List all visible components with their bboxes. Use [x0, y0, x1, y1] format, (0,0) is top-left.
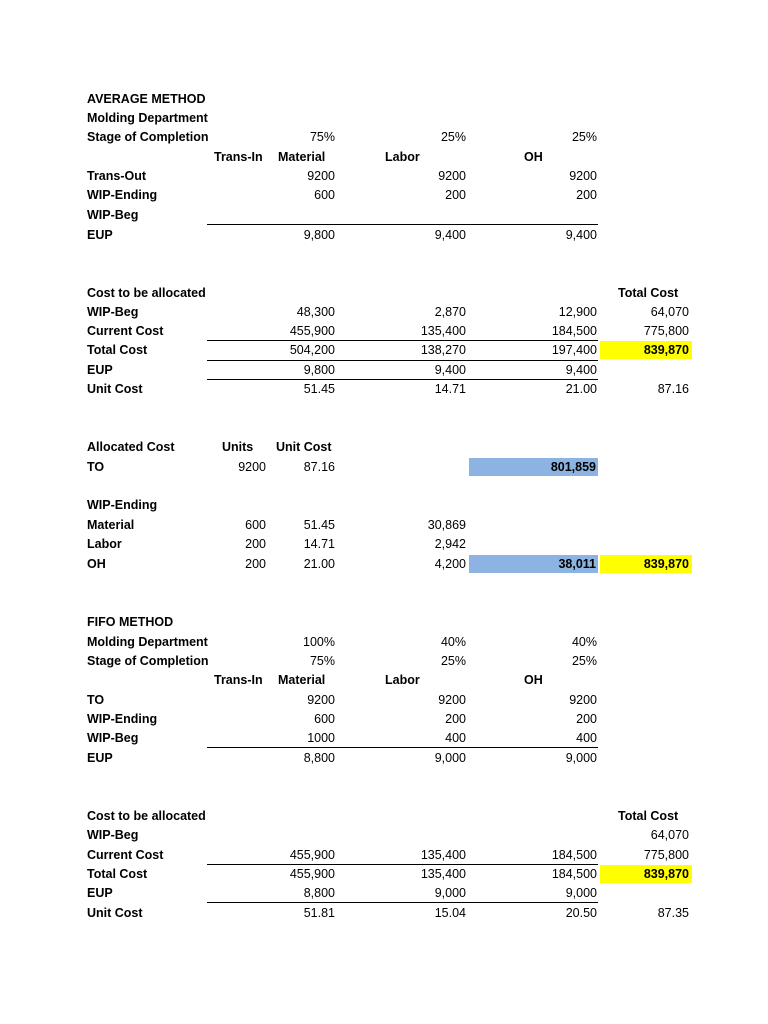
avg-cost-total-material: 504,200 — [289, 343, 335, 357]
fifo-wip-ending-material: 600 — [314, 712, 335, 726]
avg-stage-label: Stage of Completion — [87, 130, 209, 144]
alloc-oh-unit-cost: 21.00 — [303, 557, 335, 571]
fifo-cost-wip-beg-row — [0, 826, 768, 844]
fifo-to-material: 9200 — [307, 693, 335, 707]
fifo-eup-material: 8,800 — [303, 751, 335, 765]
fifo-stage-oh: 25% — [571, 654, 597, 668]
fifo-stage-row — [0, 652, 768, 670]
avg-header-labor: Labor — [385, 150, 420, 164]
avg-cost-wip-beg-row — [0, 303, 768, 321]
avg-eup-label: EUP — [87, 228, 113, 242]
avg-cost-current-label: Current Cost — [87, 324, 164, 338]
avg-wip-beg-row — [0, 206, 768, 224]
fifo-cost-grand-total: 839,870 — [600, 865, 692, 883]
fifo-eup-oh: 9,000 — [565, 751, 597, 765]
fifo-cost-total-header: Total Cost — [618, 809, 679, 823]
avg-stage-oh: 25% — [571, 130, 597, 144]
alloc-labor-label: Labor — [87, 537, 122, 551]
fifo-header-row — [0, 671, 768, 689]
fifo-cost-current-label: Current Cost — [87, 848, 164, 862]
avg-cost-eup-oh: 9,400 — [565, 363, 597, 377]
fifo-eup-row — [0, 749, 768, 767]
avg-stage-material: 75% — [309, 130, 335, 144]
alloc-to-label: TO — [87, 460, 105, 474]
avg-cost-grand-total: 839,870 — [600, 341, 692, 359]
alloc-to-unit-cost: 87.16 — [303, 460, 335, 474]
fifo-header-material: Material — [278, 673, 326, 687]
avg-dept: Molding Department — [87, 111, 208, 125]
fifo-wip-beg-row — [0, 729, 768, 747]
alloc-unit-cost-header: Unit Cost — [276, 440, 332, 454]
alloc-oh-cost: 4,200 — [434, 557, 466, 571]
fifo-wip-beg-oh: 400 — [576, 731, 597, 745]
alloc-units-header: Units — [222, 440, 254, 454]
avg-stage-row — [0, 128, 768, 146]
fifo-eup-labor: 9,000 — [434, 751, 466, 765]
avg-cost-eup-labor: 9,400 — [434, 363, 466, 377]
alloc-material-row — [0, 516, 768, 534]
fifo-cost-unit-material: 51.81 — [303, 906, 335, 920]
fifo-cost-unit-label: Unit Cost — [87, 906, 143, 920]
fifo-wip-ending-labor: 200 — [445, 712, 466, 726]
avg-cost-current-oh: 184,500 — [551, 324, 597, 338]
fifo-to-row — [0, 691, 768, 709]
fifo-eup-label: EUP — [87, 751, 113, 765]
avg-wip-ending-oh: 200 — [576, 188, 597, 202]
fifo-cost-unit-row — [0, 904, 768, 922]
fifo-dept-material: 100% — [303, 635, 335, 649]
avg-cost-title-row — [0, 284, 768, 302]
avg-header-oh: OH — [524, 150, 543, 164]
fifo-wip-ending-row — [0, 710, 768, 728]
fifo-cost-current-material: 455,900 — [289, 848, 335, 862]
avg-cost-wip-beg-total: 64,070 — [650, 305, 689, 319]
fifo-to-oh: 9200 — [569, 693, 597, 707]
alloc-grand-total: 839,870 — [600, 555, 692, 573]
avg-title: AVERAGE METHOD — [87, 92, 206, 106]
alloc-material-cost: 30,869 — [427, 518, 466, 532]
fifo-cost-current-row — [0, 846, 768, 864]
avg-cost-wip-beg-oh: 12,900 — [558, 305, 597, 319]
fifo-stage-labor: 25% — [440, 654, 466, 668]
fifo-cost-unit-labor: 15.04 — [434, 906, 466, 920]
fifo-to-labor: 9200 — [438, 693, 466, 707]
alloc-labor-units: 200 — [245, 537, 266, 551]
alloc-wip-subtotal: 38,011 — [469, 555, 598, 573]
avg-cost-current-material: 455,900 — [289, 324, 335, 338]
alloc-material-units: 600 — [245, 518, 266, 532]
avg-eup-row — [0, 226, 768, 244]
fifo-cost-unit-oh: 20.50 — [565, 906, 597, 920]
fifo-cost-eup-material: 8,800 — [303, 886, 335, 900]
fifo-cost-current-labor: 135,400 — [420, 848, 466, 862]
avg-eup-labor: 9,400 — [434, 228, 466, 242]
fifo-cost-title: Cost to be allocated — [87, 809, 206, 823]
fifo-cost-total-labor: 135,400 — [420, 867, 466, 881]
fifo-dept-labor: 40% — [440, 635, 466, 649]
fifo-wip-ending-label: WIP-Ending — [87, 712, 158, 726]
avg-wip-ending-label: WIP-Ending — [87, 188, 158, 202]
avg-cost-unit-labor: 14.71 — [434, 382, 466, 396]
fifo-cost-total-label: Total Cost — [87, 867, 148, 881]
fifo-cost-eup-row — [0, 884, 768, 902]
fifo-cost-eup-label: EUP — [87, 886, 113, 900]
alloc-labor-row — [0, 535, 768, 553]
avg-cost-current-labor: 135,400 — [420, 324, 466, 338]
fifo-dept-row — [0, 633, 768, 651]
avg-eup-oh: 9,400 — [565, 228, 597, 242]
avg-cost-total-oh: 197,400 — [551, 343, 597, 357]
fifo-cost-total-oh: 184,500 — [551, 867, 597, 881]
avg-cost-total-labor: 138,270 — [420, 343, 466, 357]
fifo-header-trans-in: Trans-In — [214, 673, 263, 687]
alloc-oh-units: 200 — [245, 557, 266, 571]
fifo-cost-wip-beg-label: WIP-Beg — [87, 828, 139, 842]
fifo-cost-eup-oh: 9,000 — [565, 886, 597, 900]
fifo-wip-ending-oh: 200 — [576, 712, 597, 726]
fifo-wip-beg-label: WIP-Beg — [87, 731, 139, 745]
avg-cost-current-row — [0, 322, 768, 340]
fifo-dept-oh: 40% — [571, 635, 597, 649]
fifo-cost-total-row — [0, 865, 768, 883]
avg-cost-eup-label: EUP — [87, 363, 113, 377]
avg-title-row — [0, 90, 768, 108]
avg-cost-current-total: 775,800 — [643, 324, 689, 338]
alloc-oh-row — [0, 555, 768, 573]
avg-cost-unit-label: Unit Cost — [87, 382, 143, 396]
avg-eup-divider — [207, 224, 598, 225]
alloc-oh-label: OH — [87, 557, 106, 571]
avg-trans-out-labor: 9200 — [438, 169, 466, 183]
avg-dept-row — [0, 109, 768, 127]
alloc-labor-cost: 2,942 — [434, 537, 466, 551]
avg-cost-total-label: Total Cost — [87, 343, 148, 357]
fifo-title-row — [0, 613, 768, 631]
avg-cost-title: Cost to be allocated — [87, 286, 206, 300]
avg-stage-labor: 25% — [440, 130, 466, 144]
avg-wip-beg-label: WIP-Beg — [87, 208, 139, 222]
fifo-stage-label: Stage of Completion — [87, 654, 209, 668]
alloc-title: Allocated Cost — [87, 440, 175, 454]
avg-header-material: Material — [278, 150, 326, 164]
alloc-material-label: Material — [87, 518, 135, 532]
avg-cost-wip-beg-labor: 2,870 — [434, 305, 466, 319]
alloc-wip-title: WIP-Ending — [87, 498, 158, 512]
fifo-cost-unit-divider — [207, 902, 598, 903]
avg-cost-total-row — [0, 341, 768, 359]
fifo-to-label: TO — [87, 693, 105, 707]
avg-cost-eup-row — [0, 361, 768, 379]
fifo-cost-title-row — [0, 807, 768, 825]
fifo-stage-material: 75% — [309, 654, 335, 668]
fifo-title: FIFO METHOD — [87, 615, 174, 629]
avg-cost-wip-beg-material: 48,300 — [296, 305, 335, 319]
fifo-cost-unit-total: 87.35 — [657, 906, 689, 920]
fifo-cost-current-oh: 184,500 — [551, 848, 597, 862]
fifo-header-labor: Labor — [385, 673, 420, 687]
avg-cost-unit-material: 51.45 — [303, 382, 335, 396]
fifo-cost-total-material: 455,900 — [289, 867, 335, 881]
avg-eup-material: 9,800 — [303, 228, 335, 242]
avg-cost-wip-beg-label: WIP-Beg — [87, 305, 139, 319]
avg-trans-out-label: Trans-Out — [87, 169, 147, 183]
avg-header-trans-in: Trans-In — [214, 150, 263, 164]
alloc-material-unit-cost: 51.45 — [303, 518, 335, 532]
fifo-cost-eup-labor: 9,000 — [434, 886, 466, 900]
avg-wip-ending-labor: 200 — [445, 188, 466, 202]
fifo-cost-current-total: 775,800 — [643, 848, 689, 862]
fifo-eup-divider — [207, 747, 598, 748]
alloc-wip-title-row — [0, 496, 768, 514]
avg-cost-unit-row — [0, 380, 768, 398]
fifo-cost-wip-beg-total: 64,070 — [650, 828, 689, 842]
avg-cost-unit-total: 87.16 — [657, 382, 689, 396]
avg-cost-eup-material: 9,800 — [303, 363, 335, 377]
avg-trans-out-row — [0, 167, 768, 185]
avg-trans-out-material: 9200 — [307, 169, 335, 183]
alloc-to-value: 801,859 — [469, 458, 598, 476]
alloc-labor-unit-cost: 14.71 — [303, 537, 335, 551]
avg-header-row — [0, 148, 768, 166]
avg-cost-total-header: Total Cost — [618, 286, 679, 300]
avg-trans-out-oh: 9200 — [569, 169, 597, 183]
fifo-dept: Molding Department — [87, 635, 208, 649]
avg-cost-unit-oh: 21.00 — [565, 382, 597, 396]
fifo-wip-beg-material: 1000 — [307, 731, 335, 745]
fifo-wip-beg-labor: 400 — [445, 731, 466, 745]
alloc-to-row — [0, 458, 768, 476]
fifo-header-oh: OH — [524, 673, 543, 687]
avg-wip-ending-material: 600 — [314, 188, 335, 202]
avg-wip-ending-row — [0, 186, 768, 204]
alloc-to-units: 9200 — [238, 460, 266, 474]
alloc-title-row — [0, 438, 768, 456]
